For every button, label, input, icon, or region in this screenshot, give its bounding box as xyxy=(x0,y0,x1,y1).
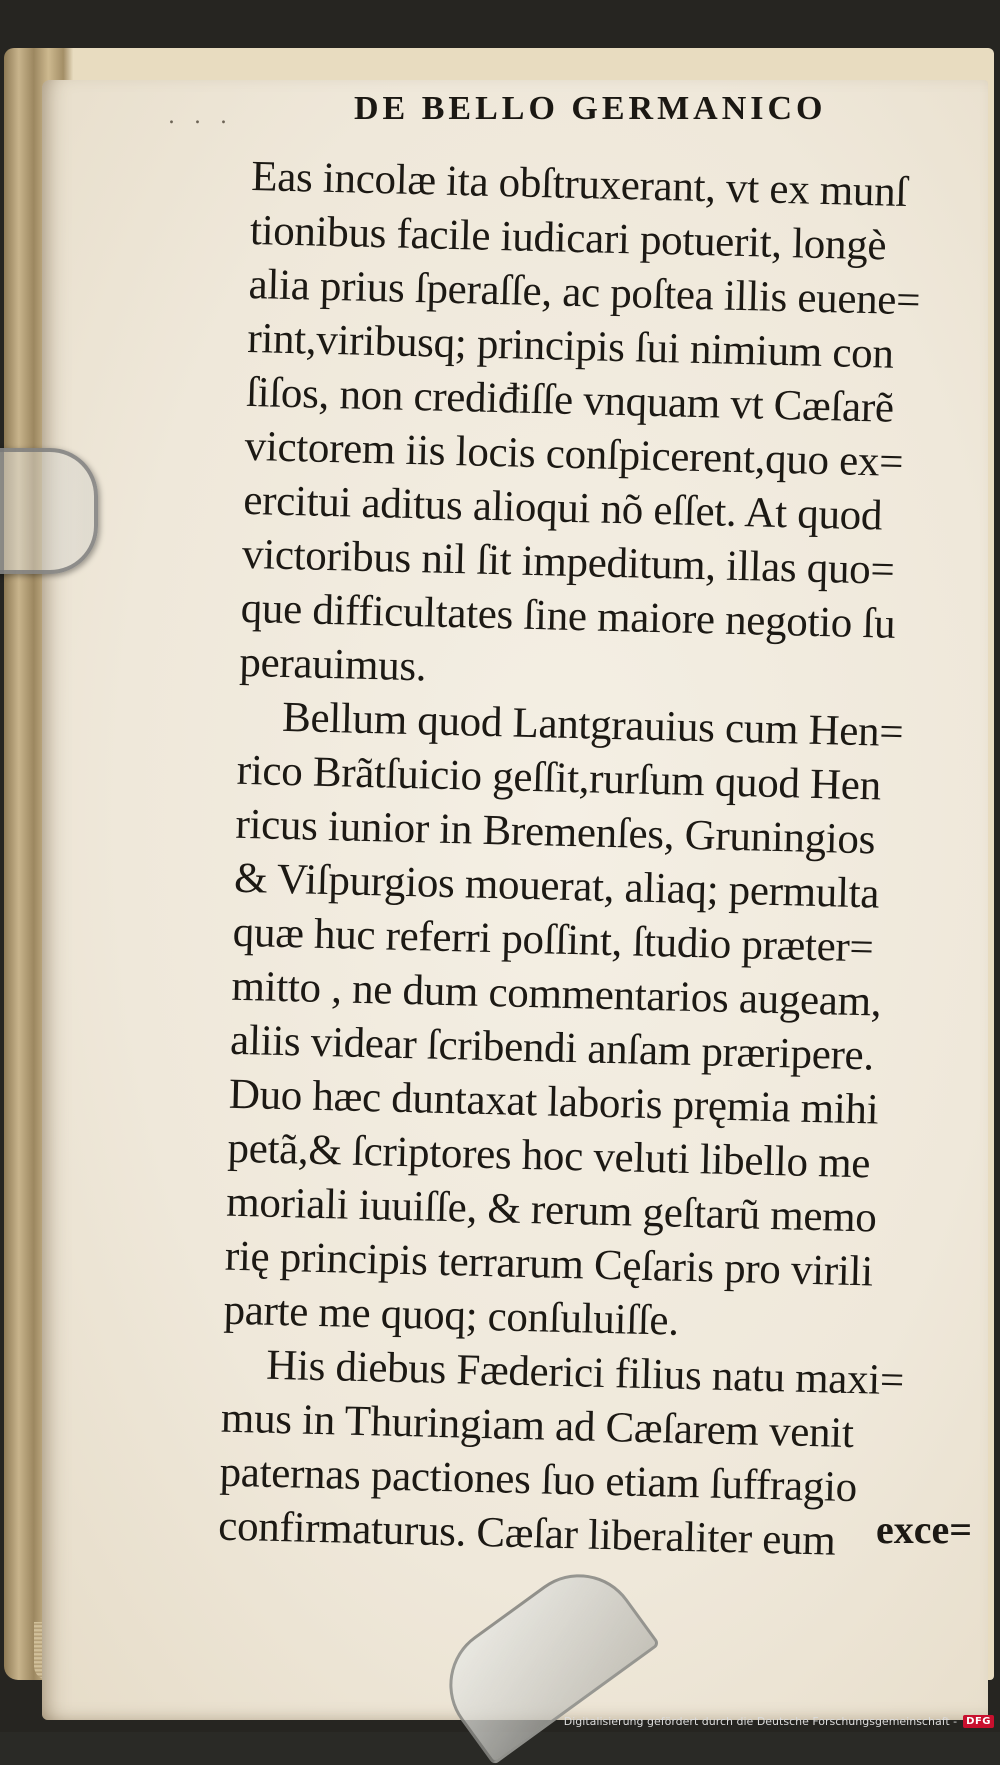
text-line: ercitui aditus alioqui nõ eſſet. At quod xyxy=(242,476,883,540)
footer-credit: Digitalisierung gefördert durch die Deutsche Forschungsgemeinschaft - xyxy=(563,1715,958,1728)
text-line: His diebus Fæderici filius natu maxi= xyxy=(265,1341,905,1405)
text-line: victoribus nil ſit impeditum, illas quo= xyxy=(241,530,895,594)
text-line: que difficultates ſine maiore negotio ſu xyxy=(240,584,896,648)
text-line: victorem iis locis conſpicerent,quo ex= xyxy=(244,422,904,486)
catchword: exce= xyxy=(876,1507,973,1552)
text-line: parte me quoq; conſuluiſſe. xyxy=(223,1286,680,1345)
text-line: tionibus facile iudicari potuerit, longè xyxy=(249,206,887,270)
text-line: & Viſpurgios mouerat, aliaq; permulta xyxy=(233,854,880,918)
text-line: ſiſos, non crediđiſſe vnquam vt Cæſarẽ xyxy=(245,368,895,432)
page-clip-left xyxy=(0,448,98,574)
text-line: paternas pactiones ſuo etiam ſuffragio xyxy=(219,1448,858,1512)
text-line: petã,& ſcriptores hoc veluti libello me xyxy=(227,1124,871,1188)
text-line: mitto , ne dum commentarios augeam, xyxy=(230,962,882,1026)
text-block xyxy=(218,150,972,1571)
text-line: perauimus. xyxy=(238,638,427,691)
text-line: quæ huc referri poſſint, ſtudio præter= xyxy=(232,908,874,972)
running-head: DE BELLO GERMANICO xyxy=(354,90,827,127)
text-line: moriali iuuiſſe, & rerum geſtarũ memo xyxy=(225,1178,878,1242)
text-line: rint,viribusq; principis ſui nimium con xyxy=(246,314,895,378)
text-line: Eas incolæ ita obſtruxerant, vt ex munſ xyxy=(250,152,908,217)
text-line: mus in Thuringiam ad Cæſarem venit xyxy=(220,1394,855,1458)
text-line: ricus iunior in Bremenſes, Gruningios xyxy=(234,800,876,864)
text-line: Duo hæc duntaxat laboris pręmia mihi xyxy=(228,1070,879,1134)
text-line: aliis videar ſcribendi anſam præripere. xyxy=(229,1016,875,1080)
text-line: rico Brãtſuicio geſſit,rurſum quod Hen xyxy=(236,746,882,810)
text-line: Bellum quod Lantgrauius cum Hen= xyxy=(281,693,904,757)
text-line: rię principis terrarum Cęſaris pro virili xyxy=(224,1232,874,1296)
text-line: alia prius ſperaſſe, ac poſtea illis euene= xyxy=(248,260,921,325)
text-line: confirmaturus. Cæſar liberaliter eum xyxy=(217,1502,837,1565)
page-marks: . . . xyxy=(168,104,233,129)
dfg-logo: DFG xyxy=(963,1715,994,1728)
digitization-footer xyxy=(564,1715,994,1728)
